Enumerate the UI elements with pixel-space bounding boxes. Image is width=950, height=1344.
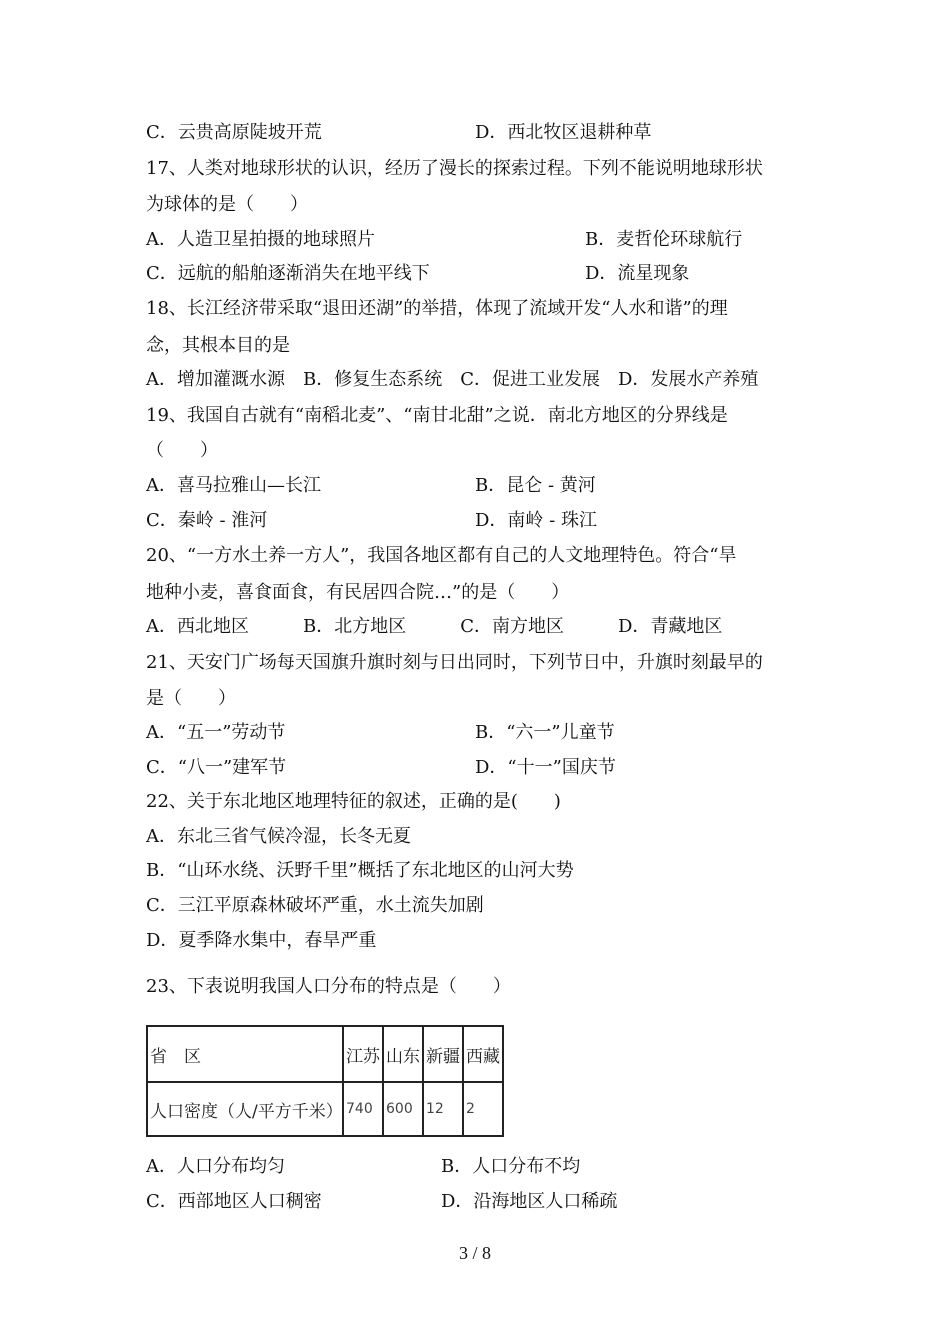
q17-stem-line2: 为球体的是（ ） bbox=[146, 194, 308, 215]
q22-option-b: B．“山环水绕、沃野千里”概括了东北地区的山河大势 bbox=[146, 860, 574, 881]
table-header-province: 西藏 bbox=[463, 1026, 503, 1082]
q17-option-c: C．远航的船舶逐渐消失在地平线下 bbox=[146, 263, 430, 284]
q21-option-d: D．“十一”国庆节 bbox=[475, 757, 616, 778]
q19-stem-line2: （ ） bbox=[146, 440, 218, 461]
q19-option-a: A．喜马拉雅山—长江 bbox=[146, 475, 321, 496]
table-row-label: 人口密度（人/平方千米） bbox=[147, 1082, 343, 1136]
q23-stem: 23、下表说明我国人口分布的特点是（ ） bbox=[146, 976, 511, 997]
table-cell-value: 2 bbox=[463, 1082, 503, 1136]
table-header-label: 省 区 bbox=[147, 1026, 343, 1082]
population-density-table bbox=[146, 1025, 504, 1137]
q23-option-b: B．人口分布不均 bbox=[441, 1156, 581, 1177]
q19-stem-line1: 19、我国自古就有“南稻北麦”、“南甘北甜”之说．南北方地区的分界线是 bbox=[146, 405, 728, 426]
q22-option-a: A．东北三省气候冷湿，长冬无夏 bbox=[146, 826, 411, 847]
q21-stem-line2: 是（ ） bbox=[146, 688, 236, 709]
q20-stem-line1: 20、“一方水土养一方人”，我国各地区都有自己的人文地理特色。符合“旱 bbox=[146, 545, 737, 566]
q21-option-c: C．“八一”建军节 bbox=[146, 757, 287, 778]
table-header-province: 新疆 bbox=[423, 1026, 463, 1082]
q21-option-a: A．“五一”劳动节 bbox=[146, 722, 286, 743]
q18-stem-line1: 18、长江经济带采取“退田还湖”的举措，体现了流域开发“人水和谐”的理 bbox=[146, 298, 728, 319]
q17-option-a: A．人造卫星拍摄的地球照片 bbox=[146, 229, 375, 250]
table-cell-value: 12 bbox=[423, 1082, 463, 1136]
q22-stem: 22、关于东北地区地理特征的叙述，正确的是( ) bbox=[146, 791, 561, 812]
q16-option-d: D．西北牧区退耕种草 bbox=[475, 122, 652, 143]
q20-options: A．西北地区 B．北方地区 C．南方地区 D．青藏地区 bbox=[146, 616, 723, 637]
q21-option-b: B．“六一”儿童节 bbox=[475, 722, 615, 743]
q22-option-c: C．三江平原森林破坏严重，水土流失加剧 bbox=[146, 895, 484, 916]
q19-option-b: B．昆仑 - 黄河 bbox=[475, 475, 596, 496]
page-number: 3 / 8 bbox=[458, 1243, 491, 1263]
q16-option-c: C．云贵高原陡坡开荒 bbox=[146, 122, 322, 143]
table-cell-value: 740 bbox=[343, 1082, 383, 1136]
q19-option-c: C．秦岭 - 淮河 bbox=[146, 510, 268, 531]
table-row bbox=[147, 1026, 503, 1082]
q19-option-d: D．南岭 - 珠江 bbox=[475, 510, 597, 531]
q18-options: A．增加灌溉水源 B．修复生态系统 C．促进工业发展 D．发展水产养殖 bbox=[146, 369, 759, 390]
q17-stem-line1: 17、人类对地球形状的认识，经历了漫长的探索过程。下列不能说明地球形状 bbox=[146, 158, 763, 179]
q23-option-a: A．人口分布均匀 bbox=[146, 1156, 285, 1177]
q23-option-c: C．西部地区人口稠密 bbox=[146, 1191, 322, 1212]
q23-option-d: D．沿海地区人口稀疏 bbox=[441, 1191, 618, 1212]
table-row bbox=[147, 1082, 503, 1136]
table-cell-value: 600 bbox=[383, 1082, 423, 1136]
table-header-province: 山东 bbox=[383, 1026, 423, 1082]
q17-option-d: D．流星现象 bbox=[585, 263, 690, 284]
q21-stem-line1: 21、天安门广场每天国旗升旗时刻与日出同时，下列节日中，升旗时刻最早的 bbox=[146, 652, 763, 673]
q17-option-b: B．麦哲伦环球航行 bbox=[585, 229, 743, 250]
q22-option-d: D．夏季降水集中，春旱严重 bbox=[146, 930, 377, 951]
q18-stem-line2: 念，其根本目的是 bbox=[146, 335, 290, 356]
q20-stem-line2: 地种小麦，喜食面食，有民居四合院…”的是（ ） bbox=[146, 582, 570, 603]
table-header-province: 江苏 bbox=[343, 1026, 383, 1082]
